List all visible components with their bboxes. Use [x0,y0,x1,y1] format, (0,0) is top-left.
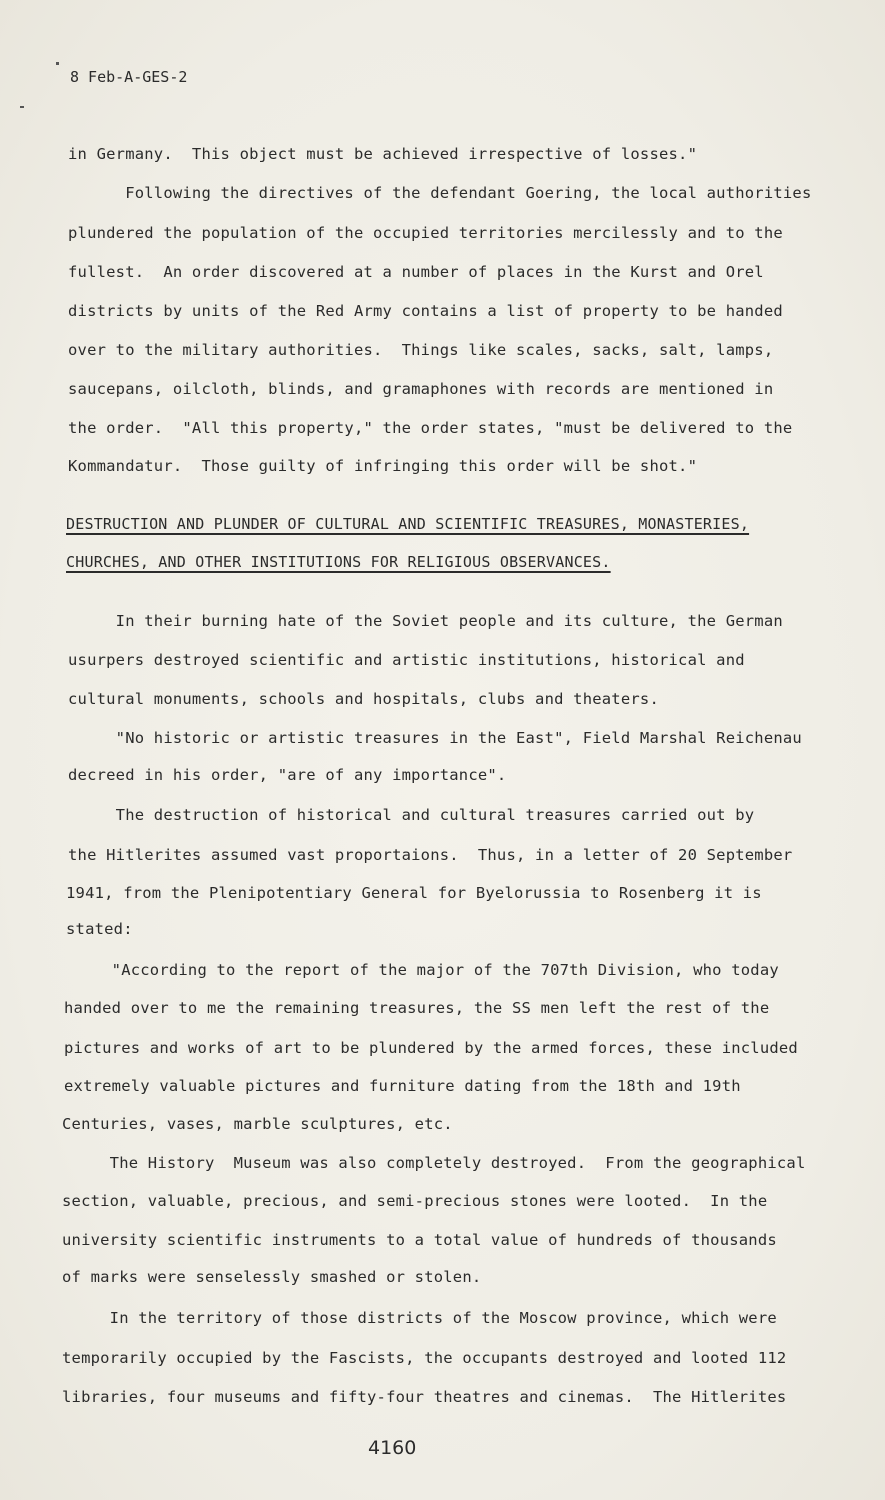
text-line: The History Museum was also completely destroyed. From the geographical [62,1154,806,1172]
document-code: 8 Feb-A-GES-2 [70,68,188,86]
text-line: section, valuable, precious, and semi-precious stones were looted. In the [62,1192,768,1210]
text-line: fullest. An order discovered at a number of places in the Kurst and Orel [68,263,764,281]
heading-line: DESTRUCTION AND PLUNDER OF CULTURAL AND SCIENTIFIC TREASURES, MONASTERIES, [66,515,750,533]
text-line: In the territory of those districts of the Moscow province, which were [62,1309,777,1327]
text-line: Centuries, vases, marble sculptures, etc. [62,1115,453,1133]
text-line: 1941, from the Plenipotentiary General for Byelorussia to Rosenberg it is [66,884,762,902]
heading-line: CHURCHES, AND OTHER INSTITUTIONS FOR RELIGIOUS OBSERVANCES. [66,553,611,571]
text-line: temporarily occupied by the Fascists, the occupants destroyed and looted 112 [62,1349,787,1367]
text-line: libraries, four museums and fifty-four theatres and cinemas. The Hitlerites [62,1388,787,1406]
text-line: extremely valuable pictures and furniture dating from the 18th and 19th [64,1077,741,1095]
text-line: the Hitlerites assumed vast proportaions. Thus, in a letter of 20 September [68,846,793,864]
text-line: The destruction of historical and cultural treasures carried out by [68,806,755,824]
text-line: over to the military authorities. Things like scales, sacks, salt, lamps, [68,341,774,359]
stray-mark [56,62,59,65]
text-line: university scientific instruments to a total value of hundreds of thousands [62,1231,777,1249]
text-line: handed over to me the remaining treasures, the SS men left the rest of the [64,999,770,1017]
text-line: the order. "All this property," the order states, "must be delivered to the [68,419,793,437]
text-line: in Germany. This object must be achieved irrespective of losses." [68,145,698,163]
text-line: stated: [66,920,133,938]
text-line: districts by units of the Red Army contains a list of property to be handed [68,302,783,320]
text-line: usurpers destroyed scientific and artistic institutions, historical and [68,651,745,669]
text-line: "No historic or artistic treasures in the East", Field Marshal Reichenau [68,729,802,747]
stray-mark [20,106,24,108]
text-line: cultural monuments, schools and hospitals, clubs and theaters. [68,690,659,708]
text-line: saucepans, oilcloth, blinds, and gramaphones with records are mentioned in [68,380,774,398]
text-line: pictures and works of art to be plundered by the armed forces, these included [64,1039,798,1057]
text-line: plundered the population of the occupied territories mercilessly and to the [68,224,783,242]
text-line: of marks were senselessly smashed or stolen. [62,1268,482,1286]
text-line: "According to the report of the major of the 707th Division, who today [64,961,779,979]
page-number: 4160 [368,1437,417,1459]
text-line: Kommandatur. Those guilty of infringing this order will be shot." [68,457,698,475]
text-line: Following the directives of the defendant Goering, the local authorities [68,184,812,202]
text-line: decreed in his order, "are of any importance". [68,766,507,784]
text-line: In their burning hate of the Soviet people and its culture, the German [68,612,783,630]
